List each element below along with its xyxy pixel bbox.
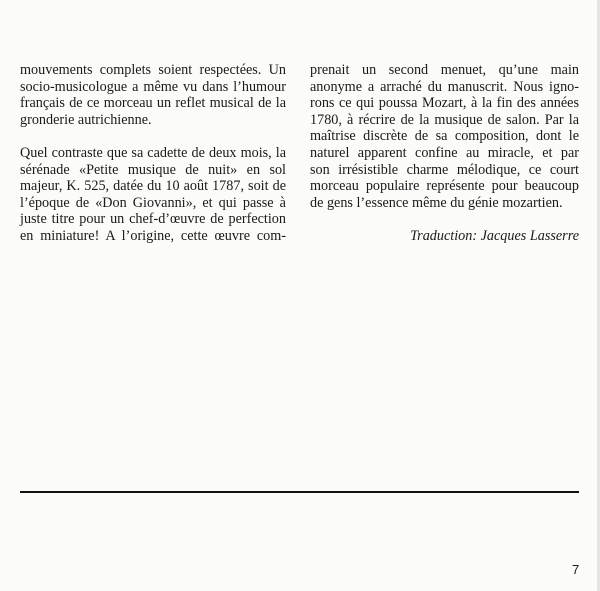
text-line: majeur, K. 525, datée du 10 août 1787, soit de [20,178,286,195]
horizontal-rule [20,491,579,493]
text-line: naturel apparent confine au miracle, et par [310,144,579,161]
text-line: prenait un second menuet, qu’une main [310,62,579,78]
text-line: juste titre pour un chef-d’œuvre de perfection [20,211,286,228]
text-line: sérénade «Petite musique de nuit» en sol [20,161,286,178]
paragraph [20,145,286,245]
translation-credit: Traduction: Jacques Lasserre [410,227,579,244]
text-line: gronderie autrichienne. [20,111,152,128]
left-column [20,62,286,245]
text-line: maîtrise discrète de sa composition, dont le [310,128,579,145]
text-line: Quel contraste que sa cadette de deux mois, la [20,144,286,161]
page-number: 7 [572,562,580,577]
text-line: morceau populaire représente pour beaucoup [310,178,579,195]
text-line: mouvements complets soient respectées. Un [20,62,286,78]
text-line: de gens l’essence même du génie mozartien. [310,194,563,211]
text-line: son irrésistible charme mélodique, ce court [310,161,579,178]
text-line: rons ce qui poussa Mozart, à la fin des années [310,95,579,112]
text-line: français de ce morceau un reflet musical de la [20,95,286,112]
right-column [310,62,579,245]
paragraph [20,62,286,128]
text-line: l’époque de «Don Giovanni», et qui passe à [20,194,286,211]
text-line: anonyme a arraché du manuscrit. Nous igno- [310,78,579,95]
text-line: 1780, à récrire de la musique de salon. Par la [310,111,579,128]
paragraph [310,62,579,211]
text-line: en miniature! A l’origine, cette œuvre com- [20,227,286,244]
text-line: socio-musicologue a même vu dans l’humour [20,78,286,95]
